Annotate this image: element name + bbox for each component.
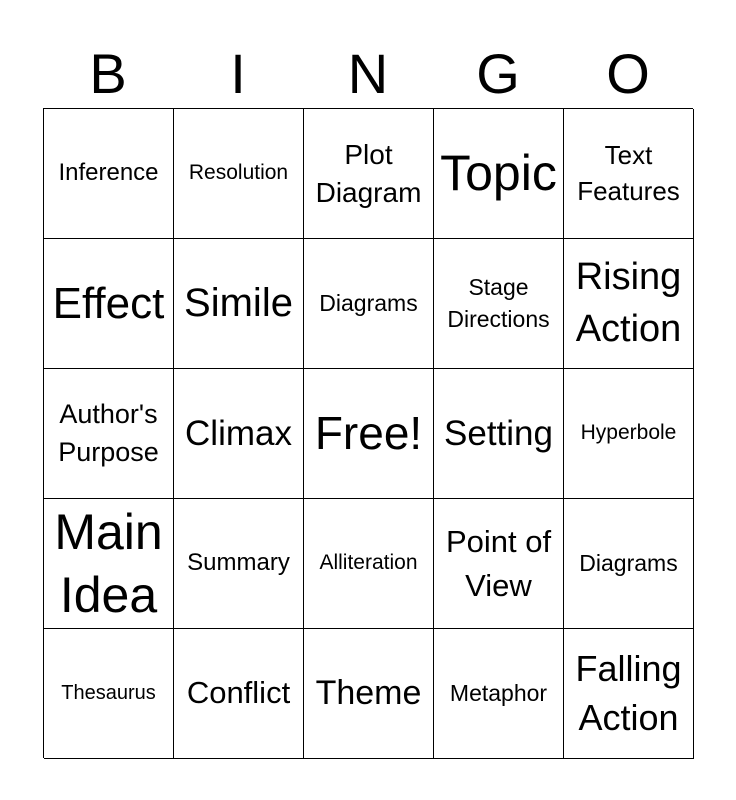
bingo-header [43,40,693,108]
bingo-cell[interactable] [304,369,434,499]
bingo-cell[interactable] [44,499,174,629]
bingo-cell[interactable] [434,499,564,629]
cell-text: Conflict [186,675,291,711]
bingo-cell[interactable] [44,369,174,499]
bingo-cell[interactable] [564,109,694,239]
cell-text: Climax [185,413,292,453]
cell-text: Falling Action [575,647,682,738]
bingo-cell[interactable] [434,239,564,369]
bingo-cell[interactable] [44,109,174,239]
header-letter-o: O [606,42,650,105]
cell-text: Text Features [577,140,680,206]
cell-text: Topic [440,145,557,201]
cell-text: Diagrams [319,289,418,316]
bingo-cell[interactable] [44,239,174,369]
cell-text: Diagrams [579,549,678,576]
bingo-board [43,108,693,758]
header-letter-i: I [230,42,246,105]
bingo-cell[interactable] [304,629,434,759]
cell-text: Main Idea [54,504,163,623]
cell-text: Thesaurus [61,681,156,704]
bingo-cell[interactable] [564,629,694,759]
bingo-cell[interactable] [44,629,174,759]
cell-text: Stage Directions [447,274,550,332]
cell-text: Author's Purpose [58,398,159,467]
bingo-cell[interactable] [564,369,694,499]
bingo-cell[interactable] [564,499,694,629]
cell-text: Point of View [445,524,552,603]
cell-text: Resolution [188,161,289,185]
bingo-cell[interactable] [174,239,304,369]
cell-text: Free! [314,407,423,460]
bingo-cell[interactable] [174,499,304,629]
cell-text: Theme [315,674,422,713]
cell-text: Setting [444,413,553,453]
cell-text: Metaphor [449,679,548,706]
bingo-cell[interactable] [174,369,304,499]
cell-text: Simile [184,280,293,325]
bingo-cell[interactable] [434,109,564,239]
cell-text: Plot Diagram [315,138,422,208]
header-letter-b: B [89,42,127,105]
bingo-cell[interactable] [434,629,564,759]
header-letter-n: N [347,42,389,105]
cell-text: Hyperbole [580,421,677,445]
bingo-cell[interactable] [304,499,434,629]
cell-text: Rising Action [575,256,682,350]
bingo-cell[interactable] [174,629,304,759]
cell-text: Inference [58,159,159,187]
bingo-cell[interactable] [304,239,434,369]
cell-text: Alliteration [319,551,418,575]
bingo-cell[interactable] [564,239,694,369]
bingo-cell[interactable] [434,369,564,499]
header-letter-g: G [476,42,520,105]
cell-text: Summary [187,549,290,577]
bingo-cell[interactable] [174,109,304,239]
bingo-cell[interactable] [304,109,434,239]
cell-text: Effect [52,278,165,328]
